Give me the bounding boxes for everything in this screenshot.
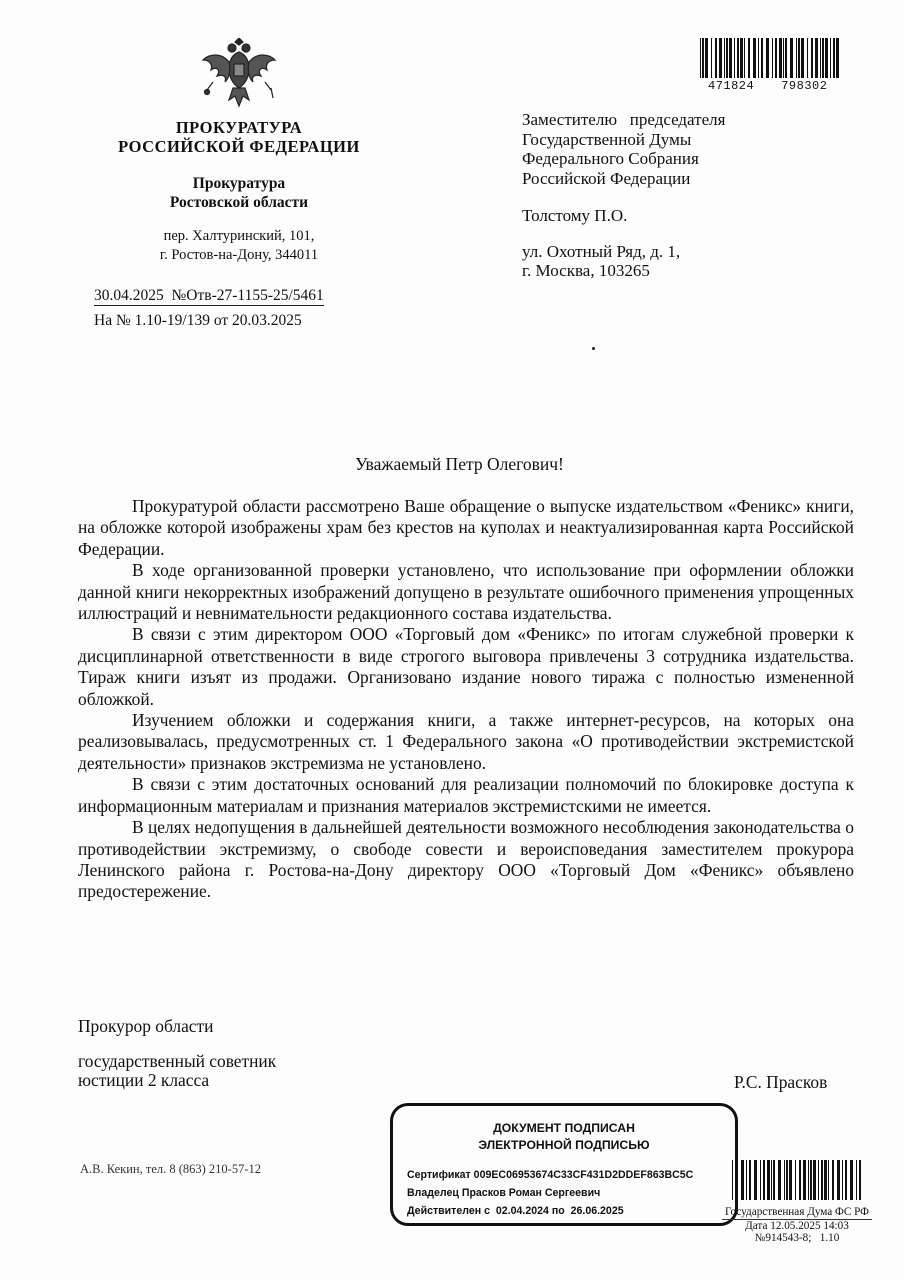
barcode-bar — [796, 38, 797, 78]
stamp-certificate: Сертификат 009EC06953674C33CF431D2DDEF863BC5C — [407, 1169, 694, 1181]
barcode-bar — [807, 38, 808, 78]
barcode-bar — [748, 38, 750, 78]
signatory-rank — [78, 1052, 276, 1090]
signatory-rank-line1: государственный советник — [78, 1051, 277, 1071]
barcode-bar — [836, 38, 839, 78]
outgoing-reference — [94, 287, 324, 305]
registration-stamp — [722, 1206, 872, 1245]
ink-speck — [592, 347, 595, 350]
barcode-bar — [799, 1160, 801, 1200]
sender-block — [96, 118, 382, 265]
recipient-name: Толстому П.О. — [522, 206, 628, 225]
recipient-line4: Российской Федерации — [522, 168, 691, 188]
barcode-bar — [825, 38, 828, 78]
barcode-bar — [830, 38, 831, 78]
barcode-bar — [771, 1160, 772, 1200]
barcode-bar — [784, 1160, 785, 1200]
body-paragraph-2: В ходе организованной проверки установлено, что использование при оформлении обложки данной книги некорректных изображений допущено в результате ошибочного применения упрощенных иллюстраций и невнимательности редакционного состава издательства. — [78, 560, 854, 624]
barcode-bar — [772, 38, 773, 78]
barcode-bar — [700, 38, 701, 78]
barcode-bar — [789, 1160, 792, 1200]
barcode-bar — [833, 38, 835, 78]
reference-underline — [94, 305, 324, 306]
barcode-bar — [856, 1160, 857, 1200]
recipient-line2: Государственной Думы — [522, 129, 692, 149]
barcode-bar — [822, 38, 824, 78]
barcode-bar — [824, 1160, 827, 1200]
electronic-signature-stamp — [390, 1103, 738, 1226]
barcode-bar — [740, 38, 743, 78]
sender-dept-line2: Ростовской области — [169, 194, 309, 211]
sender-address-line2: г. Ростов-на-Дону, 344011 — [159, 247, 319, 263]
barcode-bar — [783, 38, 784, 78]
stamp-title — [393, 1120, 735, 1154]
barcode-bar — [726, 38, 728, 78]
barcode-bar — [760, 1160, 761, 1200]
barcode-bar — [795, 1160, 796, 1200]
incoming-reference: На № 1.10-19/139 от 20.03.2025 — [94, 312, 302, 329]
barcode-bar — [724, 38, 725, 78]
barcode-top-right-digits: 798302 — [781, 79, 828, 93]
barcode-bar — [775, 38, 777, 78]
barcode-bar — [736, 1160, 738, 1200]
barcode-bar — [845, 1160, 847, 1200]
barcode-bar — [729, 38, 732, 78]
recipient-address-line1: ул. Охотный Ряд, д. 1, — [522, 241, 681, 261]
sender-org-line1: ПРОКУРАТУРА — [175, 118, 303, 137]
sender-org-line2: РОССИЙСКОЙ ФЕДЕРАЦИИ — [118, 137, 360, 156]
barcode-bar — [779, 38, 782, 78]
stamp-validity: Действителен с 02.04.2024 по 26.06.2025 — [407, 1205, 624, 1217]
barcode-bar — [749, 1160, 751, 1200]
letter-body — [78, 496, 854, 903]
barcode-bar — [811, 38, 813, 78]
recipient-address-line2: г. Москва, 103265 — [522, 261, 650, 280]
barcode-bar — [842, 1160, 843, 1200]
signatory-rank-line2: юстиции 2 класса — [78, 1070, 210, 1090]
body-paragraph-4: Изучением обложки и содержания книги, а также интернет-ресурсов, на которых она реализовывалась, предусмотренных ст. 1 Федерального закона «О противодействии экстремистской деятельности» признаков экстремизма не установлено. — [78, 710, 854, 773]
recipient-line3: Федерального Собрания — [522, 149, 699, 168]
registration-line2: Дата 12.05.2025 14:03 — [745, 1219, 849, 1232]
barcode-bar — [702, 38, 704, 78]
body-paragraph-1: Прокуратурой области рассмотрено Ваше обращение о выпуске издательством «Феникс» книги, на обложке которой изображены храм без крестов на куполах и неактуализированная карта Российской Федерации. — [78, 496, 854, 559]
barcode-bar — [803, 1160, 806, 1200]
barcode-bar — [719, 38, 722, 78]
barcode-bar — [808, 1160, 809, 1200]
barcode-bar — [778, 1160, 781, 1200]
coat-of-arms-emblem — [199, 38, 279, 114]
outgoing-reference-text: 30.04.2025 №Отв-27-1155-25/5461 — [94, 287, 324, 304]
barcode-bar — [837, 1160, 840, 1200]
stamp-title-line2: ЭЛЕКТРОННОЙ ПОДПИСЬЮ — [478, 1138, 650, 1152]
recipient-line1: Заместителю председателя — [522, 110, 726, 129]
signatory-name: Р.С. Прасков — [734, 1072, 828, 1092]
barcode-bar — [746, 1160, 747, 1200]
barcode-top — [700, 38, 842, 78]
barcode-bar — [758, 38, 759, 78]
signatory-title: Прокурор области — [78, 1016, 214, 1036]
barcode-bar — [732, 1160, 733, 1200]
barcode-bar — [715, 38, 717, 78]
executor-contact: А.В. Кекин, тел. 8 (863) 210-57-12 — [80, 1162, 261, 1176]
sender-address-line1: пер. Халтуринский, 101, — [163, 228, 315, 244]
barcode-bar — [813, 1160, 816, 1200]
barcode-bar — [766, 38, 769, 78]
body-paragraph-3: В связи с этим директором ООО «Торговый дом «Феникс» по итогам служебной проверки к дисциплинарной ответственности в виде строгого выговора привлечены 3 сотрудника издательства. Тираж книги изъят из продажи. Организовано издание нового тиража с полностью измененной обложкой. — [78, 624, 854, 709]
barcode-bar — [761, 38, 763, 78]
body-paragraph-5: В связи с этим достаточных оснований для реализации полномочий по блокировке доступа к информационным материалам и признания материалов экстремистскими не имеется. — [78, 774, 854, 816]
barcode-bottom — [732, 1160, 862, 1200]
barcode-bar — [773, 1160, 775, 1200]
registration-line3: №914543-8; 1.10 — [754, 1232, 840, 1245]
barcode-bar — [754, 1160, 757, 1200]
barcode-bar — [763, 1160, 765, 1200]
barcode-bar — [850, 1160, 853, 1200]
barcode-bar — [711, 38, 712, 78]
barcode-bar — [815, 38, 818, 78]
barcode-bar — [832, 1160, 834, 1200]
barcode-bar — [801, 38, 804, 78]
salutation: Уважаемый Петр Олегович! — [355, 454, 564, 474]
barcode-bar — [785, 38, 787, 78]
barcode-bar — [821, 1160, 823, 1200]
barcode-bar — [734, 38, 735, 78]
sender-dept-line1: Прокуратура — [192, 175, 286, 192]
barcode-bar — [767, 1160, 770, 1200]
stamp-owner: Владелец Прасков Роман Сергеевич — [407, 1187, 601, 1199]
barcode-bar — [705, 38, 708, 78]
barcode-top-left-digits: 471824 — [708, 79, 755, 93]
barcode-bar — [744, 38, 745, 78]
barcode-bar — [810, 1160, 812, 1200]
recipient-block — [522, 110, 812, 281]
registration-line1: Государственная Дума ФС РФ — [722, 1206, 872, 1220]
barcode-bar — [786, 1160, 788, 1200]
body-paragraph-6: В целях недопущения в дальнейшей деятельности возможного несоблюдения законодательства о противодействии экстремизму, о свободе совести и вероисповедания заместителем прокурора Ленинского района г. Ростова-на-Дону директору ООО «Торговый Дом «Феникс» объявлено предостережение. — [78, 817, 854, 902]
barcode-top-digits — [708, 79, 827, 93]
barcode-bar — [753, 38, 756, 78]
stamp-title-line1: ДОКУМЕНТ ПОДПИСАН — [493, 1121, 635, 1135]
barcode-bar — [820, 38, 821, 78]
barcode-bar — [798, 38, 800, 78]
barcode-bar — [737, 38, 739, 78]
barcode-bar — [790, 38, 793, 78]
barcode-bar — [828, 1160, 829, 1200]
barcode-bar — [741, 1160, 744, 1200]
barcode-bar — [859, 1160, 861, 1200]
barcode-bar — [818, 1160, 819, 1200]
